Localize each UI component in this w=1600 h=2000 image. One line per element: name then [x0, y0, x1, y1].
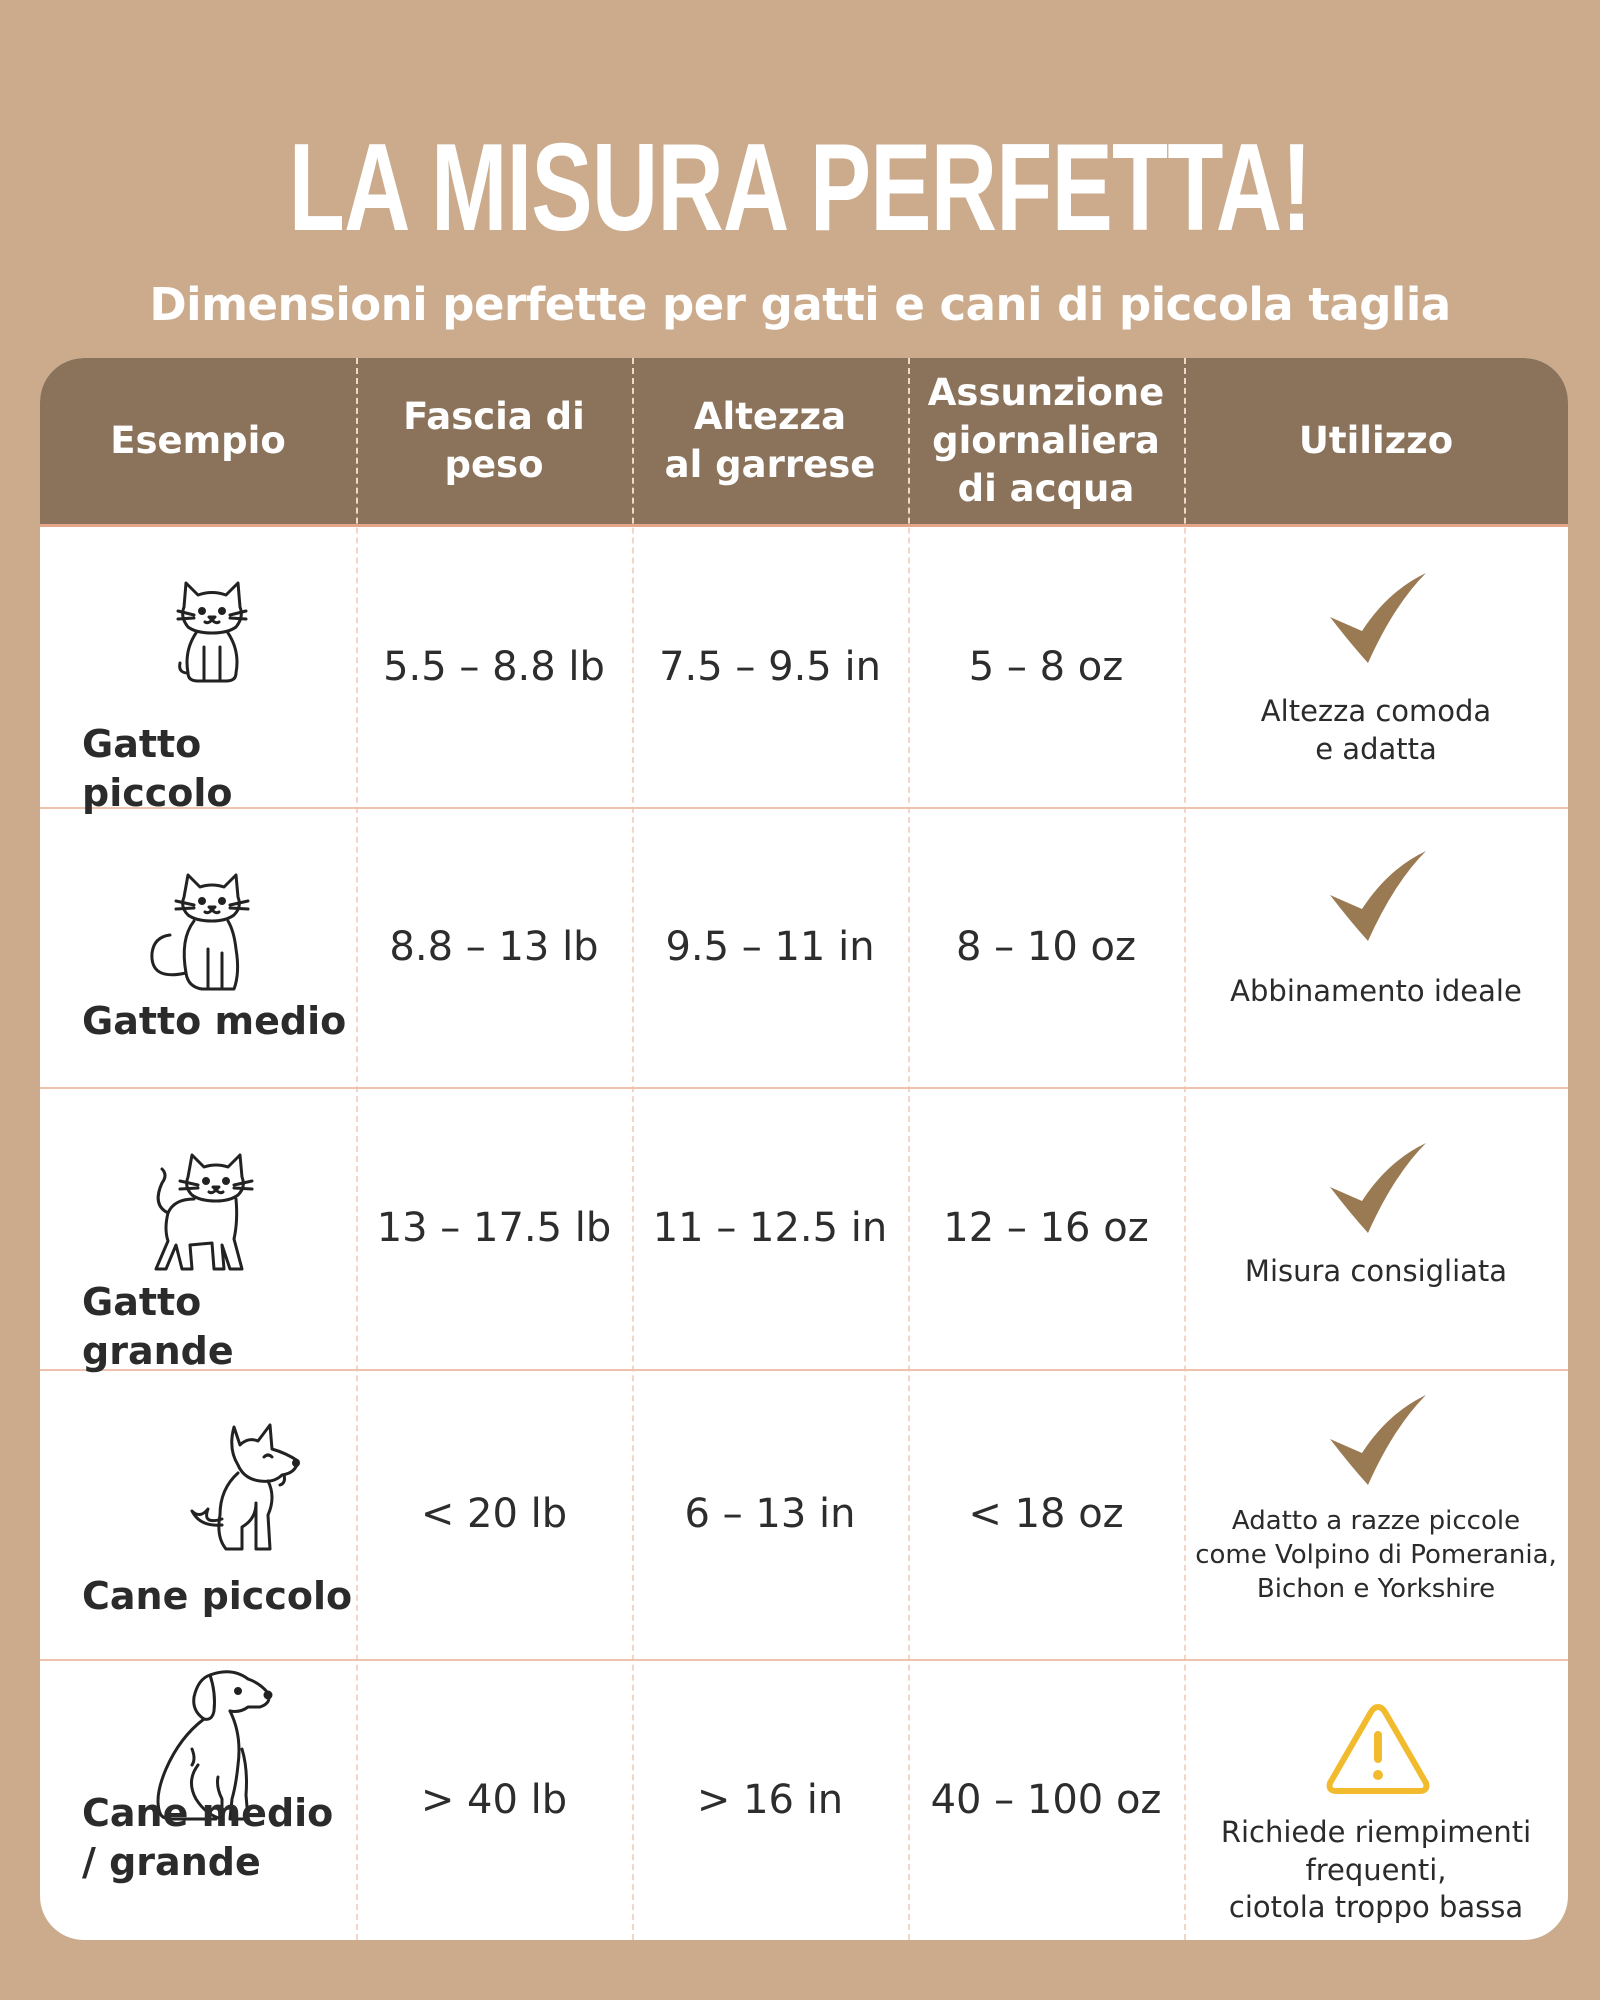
water-cell: 5 – 8 oz: [968, 644, 1124, 690]
medium-cat-icon: [146, 869, 256, 995]
check-icon: [1328, 571, 1428, 667]
page-subtitle: Dimensioni perfette per gatti e cani di piccola taglia: [149, 278, 1451, 331]
small-cat-icon: [174, 577, 250, 685]
weight-cell: 13 – 17.5 lb: [376, 1205, 612, 1251]
header-example: Esempio: [110, 418, 286, 462]
animal-name: Gatto piccolo: [82, 722, 233, 816]
weight-cell: > 40 lb: [420, 1776, 568, 1823]
small-dog-icon: [186, 1419, 302, 1555]
usage-text: Altezza comoda e adatta: [1260, 694, 1492, 766]
check-icon: [1328, 1141, 1428, 1237]
usage-cell: [1184, 1369, 1568, 1659]
example-cell: [40, 1087, 356, 1374]
height-cell: 6 – 13 in: [684, 1491, 856, 1537]
usage-text: Misura consigliata: [1244, 1254, 1508, 1288]
usage-cell: [1184, 807, 1568, 1087]
header-height: Altezza al garrese: [664, 394, 876, 486]
water-cell: 12 – 16 oz: [943, 1205, 1149, 1251]
example-cell: [40, 1369, 356, 1659]
usage-text: Abbinamento ideale: [1230, 974, 1522, 1008]
weight-cell: < 20 lb: [420, 1491, 568, 1537]
height-cell: > 16 in: [696, 1776, 844, 1823]
animal-name: Cane medio / grande: [82, 1791, 334, 1885]
header-water: Assunzione giornaliera di acqua: [927, 370, 1165, 511]
height-cell: 11 – 12.5 in: [652, 1205, 888, 1251]
header-usage: Utilizzo: [1298, 418, 1454, 462]
usage-text: Adatto a razze piccole come Volpino di Pomerania, Bichon e Yorkshire: [1195, 1506, 1557, 1604]
usage-text: Richiede riempimenti frequenti, ciotola troppo bassa: [1220, 1815, 1532, 1925]
page-title: LA MISURA PERFETTA!: [288, 119, 1312, 257]
animal-name: Gatto medio: [82, 999, 347, 1043]
size-table: [40, 358, 1568, 1940]
water-cell: 8 – 10 oz: [956, 924, 1136, 970]
weight-cell: 5.5 – 8.8 lb: [383, 644, 605, 690]
table-row: [40, 1087, 1568, 1374]
table-row: [40, 807, 1568, 1087]
check-icon: [1328, 1393, 1428, 1489]
table-header: [40, 358, 1568, 527]
example-cell: [40, 807, 356, 1087]
usage-cell: [1184, 527, 1568, 807]
usage-cell: [1184, 1087, 1568, 1369]
warning-icon: [1324, 1701, 1432, 1797]
animal-name: Cane piccolo: [82, 1574, 353, 1618]
table-row: [40, 1369, 1568, 1659]
large-cat-icon: [148, 1149, 260, 1275]
animal-name: Gatto grande: [82, 1280, 234, 1374]
check-icon: [1328, 849, 1428, 945]
table-row: [40, 527, 1568, 816]
usage-cell: [1184, 1659, 1568, 1940]
weight-cell: 8.8 – 13 lb: [389, 924, 599, 970]
table-row: [40, 1659, 1568, 1940]
example-cell: [40, 1659, 356, 1940]
example-cell: [40, 527, 356, 816]
water-cell: < 18 oz: [968, 1491, 1124, 1537]
header-weight: Fascia di peso: [403, 394, 585, 486]
water-cell: 40 – 100 oz: [930, 1776, 1162, 1823]
height-cell: 7.5 – 9.5 in: [659, 644, 881, 690]
height-cell: 9.5 – 11 in: [665, 924, 875, 970]
